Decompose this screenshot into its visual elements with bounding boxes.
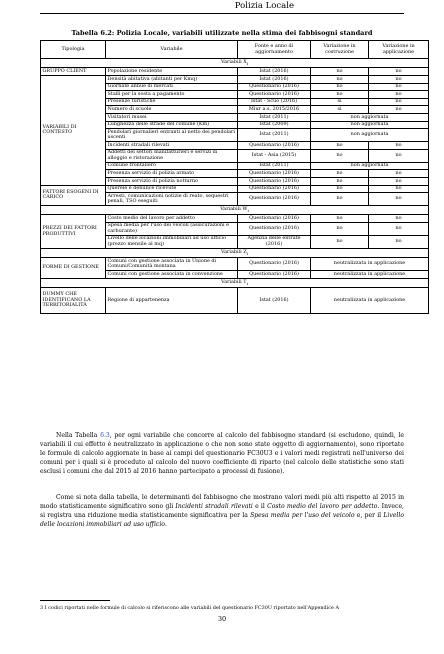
source-cell: Questionario (2016) — [238, 185, 311, 193]
body-paragraph: Nella Tabella 6.3, per ogni variabile che concorre al calcolo del fabbisogno standard (si escludono, quindi, le variabili il cui effetto è neutralizzato in applicazione o che non sono state oggetto di aggiornamento), sono riportate le formule di calcolo aggiornate in base ai campi del questionario FC30U3 e i valori medi registrati nell'universo dei comuni per i quali si è proceduto al calcolo del nuovo coefficiente di riparto (nel calcolo delle statistiche sono stati esclusi i comuni che dal 2015 al 2016 hanno partecipato a processi di fusione). — [40, 432, 404, 475]
application-cell: no — [369, 91, 429, 99]
group-label: VARIABILI DI CONTESTO — [41, 75, 106, 185]
construction-cell: no — [311, 91, 369, 99]
source-cell: Agenzia delle entrate (2016) — [238, 235, 311, 248]
column-header: Variazione in applicazione — [369, 41, 429, 59]
construction-cell: no — [311, 75, 369, 83]
construction-cell: sì — [311, 98, 369, 106]
variable-cell: Presenza servizio di polizia armato — [106, 170, 238, 178]
section-label: Variabili $X_i$ — [41, 59, 429, 68]
construction-cell: no — [311, 193, 369, 206]
source-cell: Istat - Asia (2015) — [238, 149, 311, 162]
source-cell: Questionario (2016) — [238, 215, 311, 223]
source-cell: Questionario (2016) — [238, 271, 311, 279]
construction-cell: no — [311, 68, 369, 76]
column-header: Fonte e anno di aggiornamento — [238, 41, 311, 59]
source-cell: Istat (2016) — [238, 287, 311, 313]
source-cell: Questionario (2016) — [238, 142, 311, 150]
column-header: Variazione in costruzione — [311, 41, 369, 59]
footnote: 3 I codici riportati nelle formule di calcolo si riferiscono alle variabili del questionario FC30U riportato nell'Appendice A — [40, 605, 339, 611]
source-cell: Istat (2011) — [238, 162, 311, 170]
variable-cell: Arresti, comunicazioni notizie di reato, sequestri penali, TSO eseguiti — [106, 193, 238, 206]
section-row-z — [41, 248, 429, 257]
construction-cell: no — [311, 142, 369, 150]
source-cell: Istat (2016) — [238, 68, 311, 76]
variable-cell: Addetti dei settori manifatturieri e servizi di alloggio e ristorazione — [106, 149, 238, 162]
page-number: 30 — [217, 615, 227, 623]
construction-cell: no — [311, 222, 369, 235]
table-row — [41, 258, 429, 271]
variables-table — [40, 40, 429, 314]
variable-cell: Presenze turistiche — [106, 98, 238, 106]
table-row — [41, 185, 429, 193]
variable-cell: Densità abitativa (abitanti per Kmq) — [106, 75, 238, 83]
table-row — [41, 287, 429, 313]
application-cell: no — [369, 106, 429, 114]
construction-cell: no — [311, 170, 369, 178]
variable-cell: Numero di scuole — [106, 106, 238, 114]
table-row — [41, 68, 429, 76]
source-cell: Miur a.s. 2015/2016 — [238, 106, 311, 114]
application-cell: no — [369, 185, 429, 193]
table-row — [41, 75, 429, 83]
variable-cell: Stalli per la sosta a pagamento — [106, 91, 238, 99]
construction-cell: no — [311, 177, 369, 185]
running-title: Polizia Locale — [234, 1, 294, 11]
construction-cell: sì — [311, 106, 369, 114]
column-header: Variabile — [106, 41, 238, 59]
column-header: Tipologia — [41, 41, 106, 59]
variable-cell: Popolazione residente — [106, 68, 238, 76]
source-cell: Questionario (2016) — [238, 83, 311, 91]
construction-cell: no — [311, 185, 369, 193]
source-cell: Istat (2009) — [238, 121, 311, 129]
source-cell: Istat - Scuo (2016) — [238, 98, 311, 106]
status-cell: non aggiornata — [311, 162, 429, 170]
source-cell: Questionario (2016) — [238, 193, 311, 206]
construction-cell: no — [311, 215, 369, 223]
status-cell: non aggiornata — [311, 129, 429, 142]
table-header-row — [41, 41, 429, 59]
variable-cell: Livello delle locazioni immobiliari ad uso ufficio (prezzo mensile al mq) — [106, 235, 238, 248]
application-cell: no — [369, 68, 429, 76]
source-cell: Questionario (2016) — [238, 258, 311, 271]
application-cell: no — [369, 235, 429, 248]
construction-cell: no — [311, 235, 369, 248]
running-header — [40, 1, 404, 14]
section-label: Variabili $T_i$ — [41, 278, 429, 287]
variable-cell: Giornate annue di mercati — [106, 83, 238, 91]
variable-cell: Querele e denunce ricevute — [106, 185, 238, 193]
status-cell: non aggiornata — [311, 121, 429, 129]
group-label: GRUPPO CLIENT — [41, 68, 106, 76]
application-cell: no — [369, 83, 429, 91]
group-label: DUMMY CHE IDENTIFICANO LA TERRITORIALITÀ — [41, 287, 106, 313]
application-cell: no — [369, 98, 429, 106]
status-cell: neutralizzata in applicazione — [311, 271, 429, 279]
application-cell: no — [369, 222, 429, 235]
variable-cell: Pendolari giornalieri entranti al netto dei pendolari uscenti — [106, 129, 238, 142]
status-cell: neutralizzata in applicazione — [311, 258, 429, 271]
variable-cell: Comune frontaliero — [106, 162, 238, 170]
construction-cell: no — [311, 83, 369, 91]
source-cell: Questionario (2016) — [238, 91, 311, 99]
variable-cell: Spesa media per l'uso dei veicoli (assicurazioni e carburante) — [106, 222, 238, 235]
section-row-t — [41, 278, 429, 287]
group-label: FORME DI GESTIONE — [41, 258, 106, 279]
table-caption: Tabella 6.2: Polizia Locale, variabili utilizzate nella stima dei fabbisogni standard — [71, 29, 373, 37]
section-row-w — [41, 206, 429, 215]
status-cell: neutralizzata in applicazione — [311, 287, 429, 313]
application-cell: no — [369, 142, 429, 150]
construction-cell: no — [311, 149, 369, 162]
source-cell: Questionario (2016) — [238, 222, 311, 235]
variable-cell: Presenza servizio di polizia notturno — [106, 177, 238, 185]
variable-cell: Lunghezza delle strade del comune (Km) — [106, 121, 238, 129]
application-cell: no — [369, 177, 429, 185]
table-row — [41, 215, 429, 223]
variable-cell: Incidenti stradali rilevati — [106, 142, 238, 150]
variable-cell: Visitatori musei — [106, 113, 238, 121]
section-label: Variabili $W_i$ — [41, 206, 429, 215]
group-label: FATTORI ESOGENI DI CARICO — [41, 185, 106, 206]
variable-cell: Costo medio del lavoro per addetto — [106, 215, 238, 223]
variable-cell: Regione di appartenenza — [106, 287, 238, 313]
section-label: Variabili $Z_i$ — [41, 248, 429, 257]
application-cell: no — [369, 215, 429, 223]
application-cell: no — [369, 75, 429, 83]
application-cell: no — [369, 193, 429, 206]
variable-cell: Comuni con gestione associata in convenzione — [106, 271, 238, 279]
group-label: PREZZI DEI FATTORI PRODUTTIVI — [41, 215, 106, 249]
table-reference-link[interactable]: 6.3 — [100, 432, 110, 439]
application-cell: no — [369, 170, 429, 178]
application-cell: no — [369, 149, 429, 162]
source-cell: Istat (2011) — [238, 129, 311, 142]
source-cell: Istat (2011) — [238, 113, 311, 121]
status-cell: non aggiornata — [311, 113, 429, 121]
source-cell: Questionario (2016) — [238, 170, 311, 178]
source-cell: Questionario (2016) — [238, 177, 311, 185]
section-row-x — [41, 59, 429, 68]
source-cell: Istat (2016) — [238, 75, 311, 83]
body-paragraph: Come si nota dalla tabella, le determinanti del fabbisogno che mostrano valori medi più alti rispetto al 2015 in modo statisticamente significativo sono gli Incidenti stradali rilevati e il Costo medio del lavoro per addetto. Invece, si registra una riduzione media statisticamente significativa per la Spesa media per l'uso del veicolo e, per il Livello delle locazioni immobiliari ad uso ufficio. — [40, 494, 404, 528]
variable-cell: Comuni con gestione associata in Unione di Comuni/Comunità montana — [106, 258, 238, 271]
footnote-divider — [40, 600, 110, 601]
